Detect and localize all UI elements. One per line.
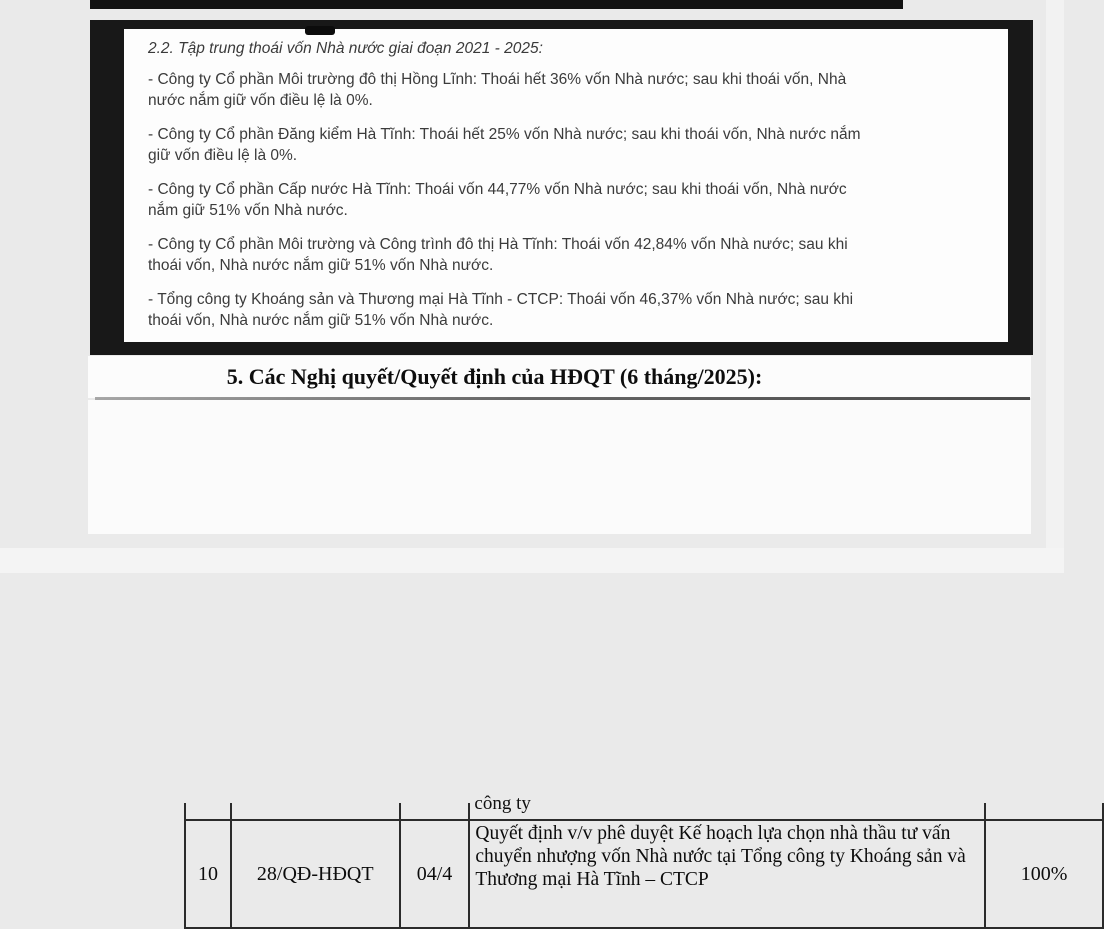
document-date: 04/4 xyxy=(416,862,453,885)
resolutions-heading: 5. Các Nghị quyết/Quyết định của HĐQT (6 tháng/2025): xyxy=(226,364,763,389)
divestment-paragraph-moi-truong-cong-trinh: - Công ty Cổ phần Môi trường và Công trình đô thị Hà Tĩnh: Thoái vốn 42,84% vốn Nhà nước; sau khi thoái vốn, Nhà nước nắm giữ 51% vốn Nhà nước. xyxy=(148,236,848,274)
table-row-partial xyxy=(186,793,1104,821)
page-right-strip xyxy=(1046,0,1064,548)
cell-partial-no xyxy=(186,803,232,819)
document-number: 28/QĐ-HĐQT xyxy=(256,862,374,885)
cell-partial-date xyxy=(401,803,471,819)
resolutions-table xyxy=(184,793,1104,929)
divestment-paragraph-dang-kiem: - Công ty Cổ phần Đăng kiểm Hà Tĩnh: Thoái hết 25% vốn Nhà nước; sau khi thoái vốn, Nhà nước nắm giữ vốn điều lệ là 0%. xyxy=(148,126,861,164)
scan-artifact-smudge xyxy=(305,26,335,35)
cell-partial-ratio xyxy=(986,803,1104,819)
page-bottom-strip xyxy=(0,548,1064,573)
row-number: 10 xyxy=(197,862,218,885)
divestment-paragraph-cap-nuoc: - Công ty Cổ phần Cấp nước Hà Tĩnh: Thoái vốn 44,77% vốn Nhà nước; sau khi thoái vốn, Nhà nước nắm giữ 51% vốn Nhà nước. xyxy=(148,181,847,219)
cell-partial-content xyxy=(470,793,986,819)
resolutions-table-band xyxy=(88,400,1068,890)
divestment-paragraph-khoang-san: - Tổng công ty Khoáng sản và Thương mại Hà Tĩnh - CTCP: Thoái vốn 46,37% vốn Nhà nước; sau khi thoái vốn, Nhà nước nắm giữ 51% vốn Nhà nước. xyxy=(148,291,854,329)
decision-content: Quyết định v/v phê duyệt Kế hoạch lựa chọn nhà thầu tư vấn chuyển nhượng vốn Nhà nước tại Tổng công ty Khoáng sản và Thương mại Hà Tĩnh – CTCP xyxy=(475,823,966,890)
resolutions-heading-band xyxy=(88,356,1031,398)
cell-date xyxy=(401,821,471,927)
cell-ratio xyxy=(986,821,1104,927)
cell-partial-document-no xyxy=(232,803,401,819)
divestment-section xyxy=(124,29,1008,342)
table-row xyxy=(186,821,1104,929)
divestment-heading: 2.2. Tập trung thoái vốn Nhà nước giai đoạn 2021 - 2025: xyxy=(148,40,543,57)
cell-no xyxy=(186,821,232,927)
approval-ratio: 100% xyxy=(1020,862,1068,885)
divestment-paragraph-hong-linh: - Công ty Cổ phần Môi trường đô thị Hồng Lĩnh: Thoái hết 36% vốn Nhà nước; sau khi thoái vốn, Nhà nước nắm giữ vốn điều lệ là 0%. xyxy=(148,71,847,109)
scan-frame xyxy=(90,20,1033,355)
cell-document-no xyxy=(232,821,401,927)
cell-content xyxy=(470,821,986,927)
scan-top-black-bar xyxy=(90,0,903,9)
clipped-previous-row-text: công ty xyxy=(474,793,531,814)
